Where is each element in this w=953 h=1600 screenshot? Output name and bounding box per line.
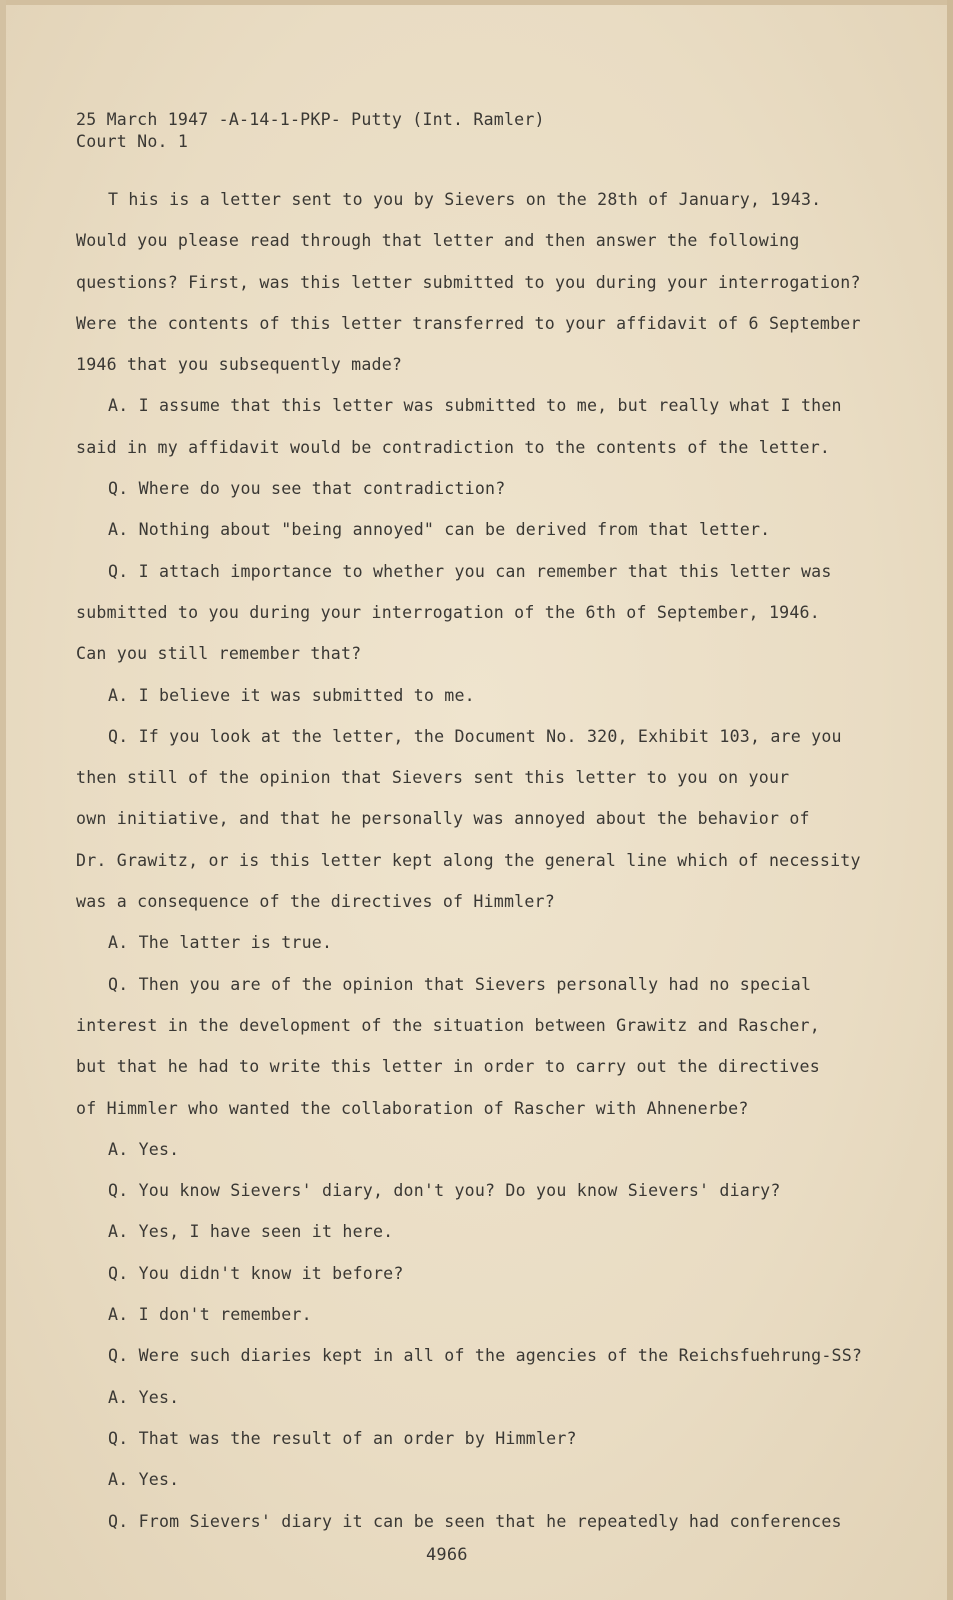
- transcript-line: A. Nothing about "being annoyed" can be derived from that letter.: [108, 520, 771, 540]
- transcript-line: questions? First, was this letter submitted to you during your interrogation?: [76, 272, 861, 292]
- transcript-line: A. Yes, I have seen it here.: [108, 1222, 394, 1242]
- transcript-line: T his is a letter sent to you by Sievers on the 28th of January, 1943.: [108, 190, 822, 209]
- transcript-line: Q. If you look at the letter, the Document No. 320, Exhibit 103, are you: [108, 726, 842, 746]
- transcript-line: A. I don't remember.: [108, 1305, 312, 1325]
- transcript-line: submitted to you during your interrogation of the 6th of September, 1946.: [76, 602, 820, 622]
- transcript-line: own initiative, and that he personally was annoyed about the behavior of: [76, 809, 810, 829]
- transcript-line: A. The latter is true.: [108, 933, 333, 953]
- transcript-line: interest in the development of the situation between Grawitz and Rascher,: [76, 1015, 820, 1035]
- transcript-line: Q. I attach importance to whether you can remember that this letter was: [108, 561, 832, 581]
- transcript-line: Q. Where do you see that contradiction?: [108, 479, 506, 499]
- transcript-line: was a consequence of the directives of Himmler?: [76, 892, 555, 912]
- transcript-line: A. I assume that this letter was submitted to me, but really what I then: [108, 396, 842, 416]
- transcript-line: but that he had to write this letter in order to carry out the directives: [76, 1057, 820, 1077]
- transcript-line: Q. That was the result of an order by Himmler?: [108, 1428, 577, 1448]
- transcript-line: Q. You didn't know it before?: [108, 1263, 404, 1283]
- transcript-line: Q. From Sievers' diary it can be seen that he repeatedly had conferences: [108, 1511, 842, 1531]
- transcript-line: A. I believe it was submitted to me.: [108, 685, 475, 705]
- transcript-line: Can you still remember that?: [76, 644, 362, 664]
- transcript-line: Dr. Grawitz, or is this letter kept along the general line which of necessity: [76, 850, 861, 870]
- transcript-line: Were the contents of this letter transferred to your affidavit of 6 September: [76, 313, 861, 333]
- transcript-line: A. Yes.: [108, 1470, 180, 1490]
- transcript-line: Would you please read through that letter and then answer the following: [76, 231, 800, 251]
- transcript-line: 1946 that you subsequently made?: [76, 355, 403, 375]
- transcript-body: [76, 188, 866, 1551]
- page-number: 4966: [426, 1545, 468, 1565]
- transcript-line: Q. You know Sievers' diary, don't you? Do you know Sievers' diary?: [108, 1181, 781, 1201]
- transcript-line: said in my affidavit would be contradiction to the contents of the letter.: [76, 437, 831, 457]
- transcript-line: A. Yes.: [108, 1387, 180, 1407]
- transcript-line: A. Yes.: [108, 1139, 180, 1159]
- transcript-line: of Himmler who wanted the collaboration of Rascher with Ahnenerbe?: [76, 1098, 749, 1118]
- header-court-line: Court No. 1: [76, 132, 189, 151]
- transcript-line: Q. Then you are of the opinion that Sievers personally had no special: [108, 974, 812, 994]
- transcript-line: then still of the opinion that Sievers sent this letter to you on your: [76, 768, 790, 788]
- transcript-sheet: [6, 0, 953, 1600]
- transcript-line: Q. Were such diaries kept in all of the agencies of the Reichsfuehrung-SS?: [108, 1346, 863, 1366]
- header-date-line: 25 March 1947 -A-14-1-PKP- Putty (Int. Ramler): [76, 110, 545, 129]
